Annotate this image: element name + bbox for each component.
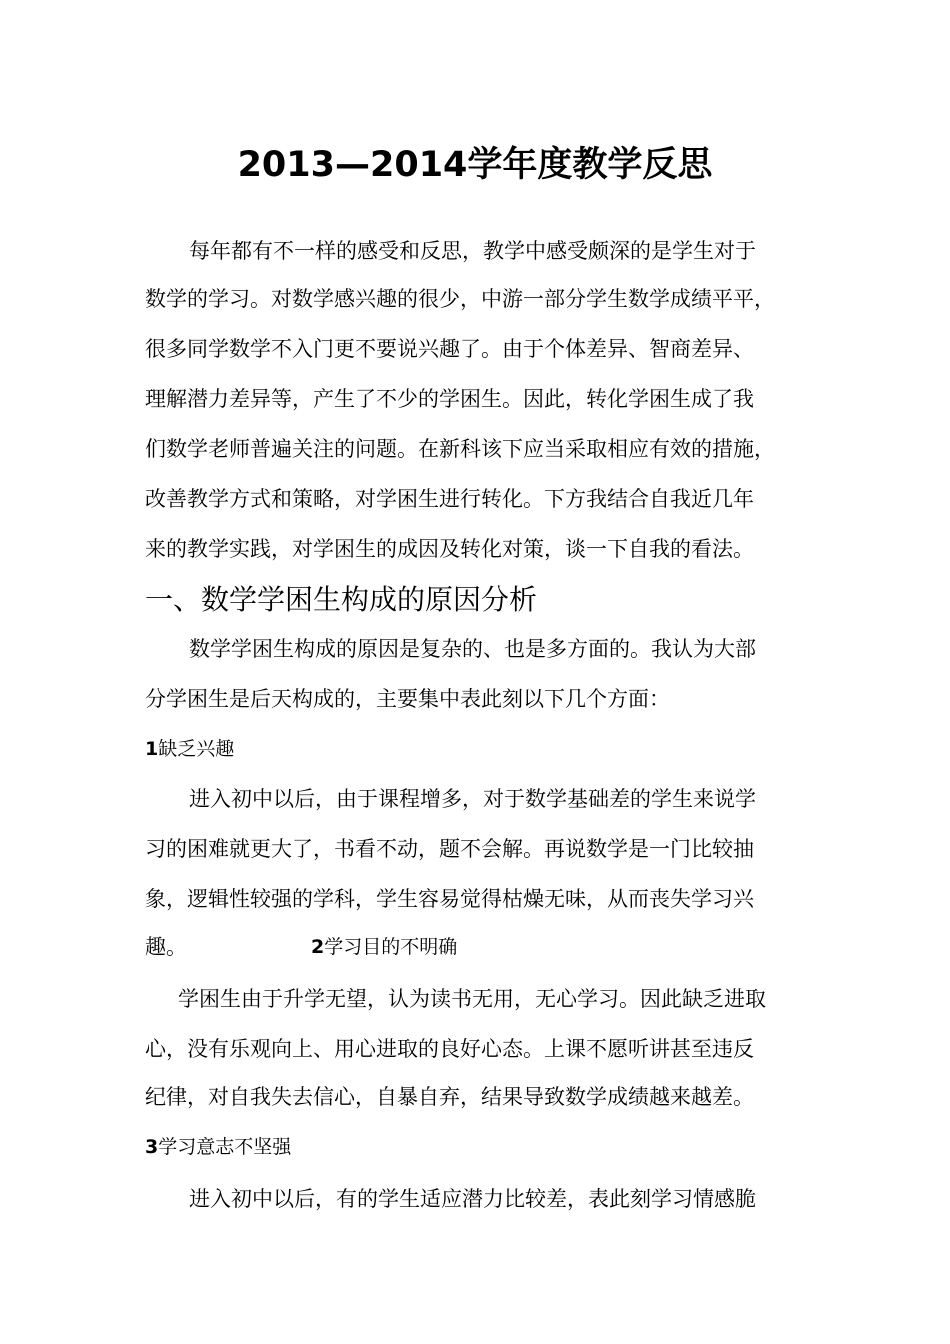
subheading-2 — [311, 932, 457, 962]
subheading-label: 学习目的不明确 — [324, 936, 458, 958]
intro-line: 每年都有不一样的感受和反思，教学中感受颇深的是学生对于 — [189, 239, 756, 263]
intro-line: 理解潜力差异等，产生了不少的学困生。因此，转化学困生成了我 — [145, 387, 754, 411]
sub1-line: 象，逻辑性较强的学科，学生容易觉得枯燥无味，从而丧失学习兴 — [145, 887, 754, 911]
sub1-line: 习的困难就更大了，书看不动，题不会解。再说数学是一门比较抽 — [145, 837, 754, 861]
sub2-line: 学困生由于升学无望，认为读书无用，无心学习。因此缺乏进取 — [178, 987, 766, 1011]
subheading-label: 缺乏兴趣 — [158, 738, 235, 760]
intro-line: 数学的学习。对数学感兴趣的很少，中游一部分学生数学成绩平平， — [145, 287, 775, 311]
sub2-line: 心，没有乐观向上、用心进取的良好心态。上课不愿听讲甚至违反 — [145, 1037, 754, 1061]
section-heading: 一、数学学困生构成的原因分析 — [145, 583, 538, 616]
intro-line: 们数学老师普遍关注的问题。在新科该下应当采取相应有效的措施， — [145, 437, 775, 461]
section-line: 数学学困生构成的原因是复杂的、也是多方面的。我认为大部 — [189, 637, 756, 661]
document-title: 2013—2014学年度教学反思 — [237, 145, 713, 185]
intro-line: 来的教学实践，对学困生的成因及转化对策，谈一下自我的看法。 — [145, 537, 754, 561]
subheading-3 — [145, 1133, 291, 1161]
subheading-label: 学习意志不坚强 — [158, 1136, 292, 1158]
subheading-number: 1 — [145, 738, 159, 760]
intro-line: 改善教学方式和策略，对学困生进行转化。下方我结合自我近几年 — [145, 487, 754, 511]
subheading-number: 3 — [145, 1136, 159, 1158]
sub1-line: 进入初中以后，由于课程增多，对于数学基础差的学生来说学 — [189, 787, 756, 811]
subheading-number: 2 — [311, 936, 325, 958]
intro-line: 很多同学数学不入门更不要说兴趣了。由于个体差异、智商差异、 — [145, 337, 754, 361]
sub1-line: 趣。 — [145, 935, 187, 959]
sub3-line: 进入初中以后，有的学生适应潜力比较差，表此刻学习情感脆 — [189, 1187, 756, 1211]
section-line: 分学困生是后天构成的，主要集中表此刻以下几个方面： — [145, 687, 670, 711]
sub2-line: 纪律，对自我失去信心，自暴自弃，结果导致数学成绩越来越差。 — [145, 1085, 754, 1109]
subheading-1 — [145, 735, 234, 763]
